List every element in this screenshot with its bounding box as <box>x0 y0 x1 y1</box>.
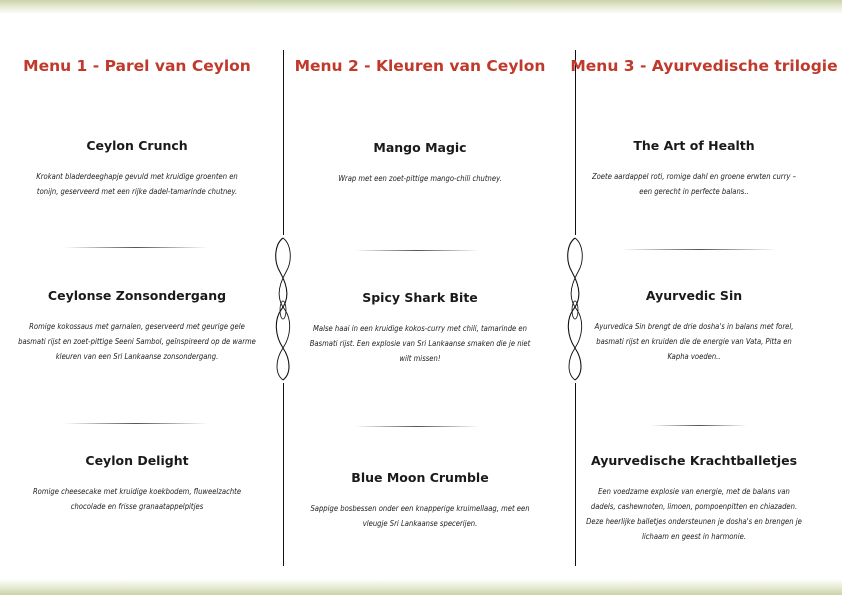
dish-divider <box>64 247 208 248</box>
dish-description: Romige kokossaus met garnalen, geserveerd met geurige gele basmati rijst en zoet-pittige Seeni Sambol, geïnspireerd op de warme kleuren van een Sri Lankaanse zonsondergang. <box>18 322 256 361</box>
column-separator-line <box>283 383 284 566</box>
menu-column-3 <box>570 0 838 595</box>
dish-description: Krokant bladerdeeghapje gevuld met kruidige groenten en tonijn, geserveerd met een rijke dadel-tamarinde chutney. <box>36 172 238 196</box>
dish-description: Sappige bosbessen onder een knapperige kruimellaag, met een vleugje Sri Lankaanse specerijen. <box>310 504 530 528</box>
dish-name: Ceylon Delight <box>85 453 189 468</box>
menu-title: Menu 2 - Kleuren van Ceylon <box>294 57 546 75</box>
dish-item <box>0 138 274 199</box>
dish-name: Mango Magic <box>373 140 467 155</box>
dish-item <box>289 140 551 186</box>
dish-description: Romige cheesecake met kruidige koekbodem, fluweelzachte chocolade en frisse granaatappelpitjes <box>32 487 242 511</box>
dish-item <box>581 453 807 544</box>
dish-item <box>581 288 807 364</box>
dish-divider <box>355 426 479 427</box>
dish-divider <box>651 425 747 426</box>
dish-name: Spicy Shark Bite <box>362 290 478 305</box>
menu-title: Menu 1 - Parel van Ceylon <box>23 57 251 75</box>
dish-item <box>289 470 551 531</box>
column-separator-line <box>283 50 284 235</box>
dish-description: Malse haai in een kruidige kokos-curry met chili, tamarinde en Basmati rijst. Een explosie van Sri Lankaanse smaken die je niet wilt missen! <box>309 324 531 363</box>
dish-name: Ayurvedic Sin <box>645 288 743 303</box>
dish-name: The Art of Health <box>633 138 755 153</box>
menu-column-2 <box>289 0 551 595</box>
dish-description: Wrap met een zoet-pittige mango-chili chutney. <box>338 174 502 183</box>
dish-name: Ayurvedische Krachtballetjes <box>590 453 798 468</box>
dish-item <box>0 288 274 364</box>
dish-divider <box>621 249 777 250</box>
dish-item <box>0 453 274 514</box>
dish-description: Ayurvedica Sin brengt de drie dosha's in balans met forel, basmati rijst en kruiden die de energie van Vata, Pitta en Kapha voeden.. <box>594 322 794 361</box>
menu-column-1 <box>0 0 274 595</box>
dish-name: Ceylonse Zonsondergang <box>47 288 227 303</box>
dish-item <box>289 290 551 366</box>
dish-divider <box>64 423 208 424</box>
dish-divider <box>355 250 479 251</box>
bottom-decorative-band <box>0 579 842 595</box>
dish-name: Ceylon Crunch <box>86 138 188 153</box>
menu-title: Menu 3 - Ayurvedische trilogie <box>570 57 838 75</box>
dish-name: Blue Moon Crumble <box>351 470 489 485</box>
dish-description: Zoete aardappel roti, romige dahl en groene erwten curry – een gerecht in perfecte balans.. <box>591 172 797 196</box>
column-separator-line <box>575 383 576 566</box>
dish-description: Een voedzame explosie van energie, met de balans van dadels, cashewnoten, limoen, pompoenpitten en chiazaden. Deze heerlijke balletjes ondersteunen je dosha's en brengen je lichaam en geest in harmonie. <box>586 487 802 541</box>
column-separator-line <box>575 50 576 235</box>
dish-item <box>581 138 807 199</box>
